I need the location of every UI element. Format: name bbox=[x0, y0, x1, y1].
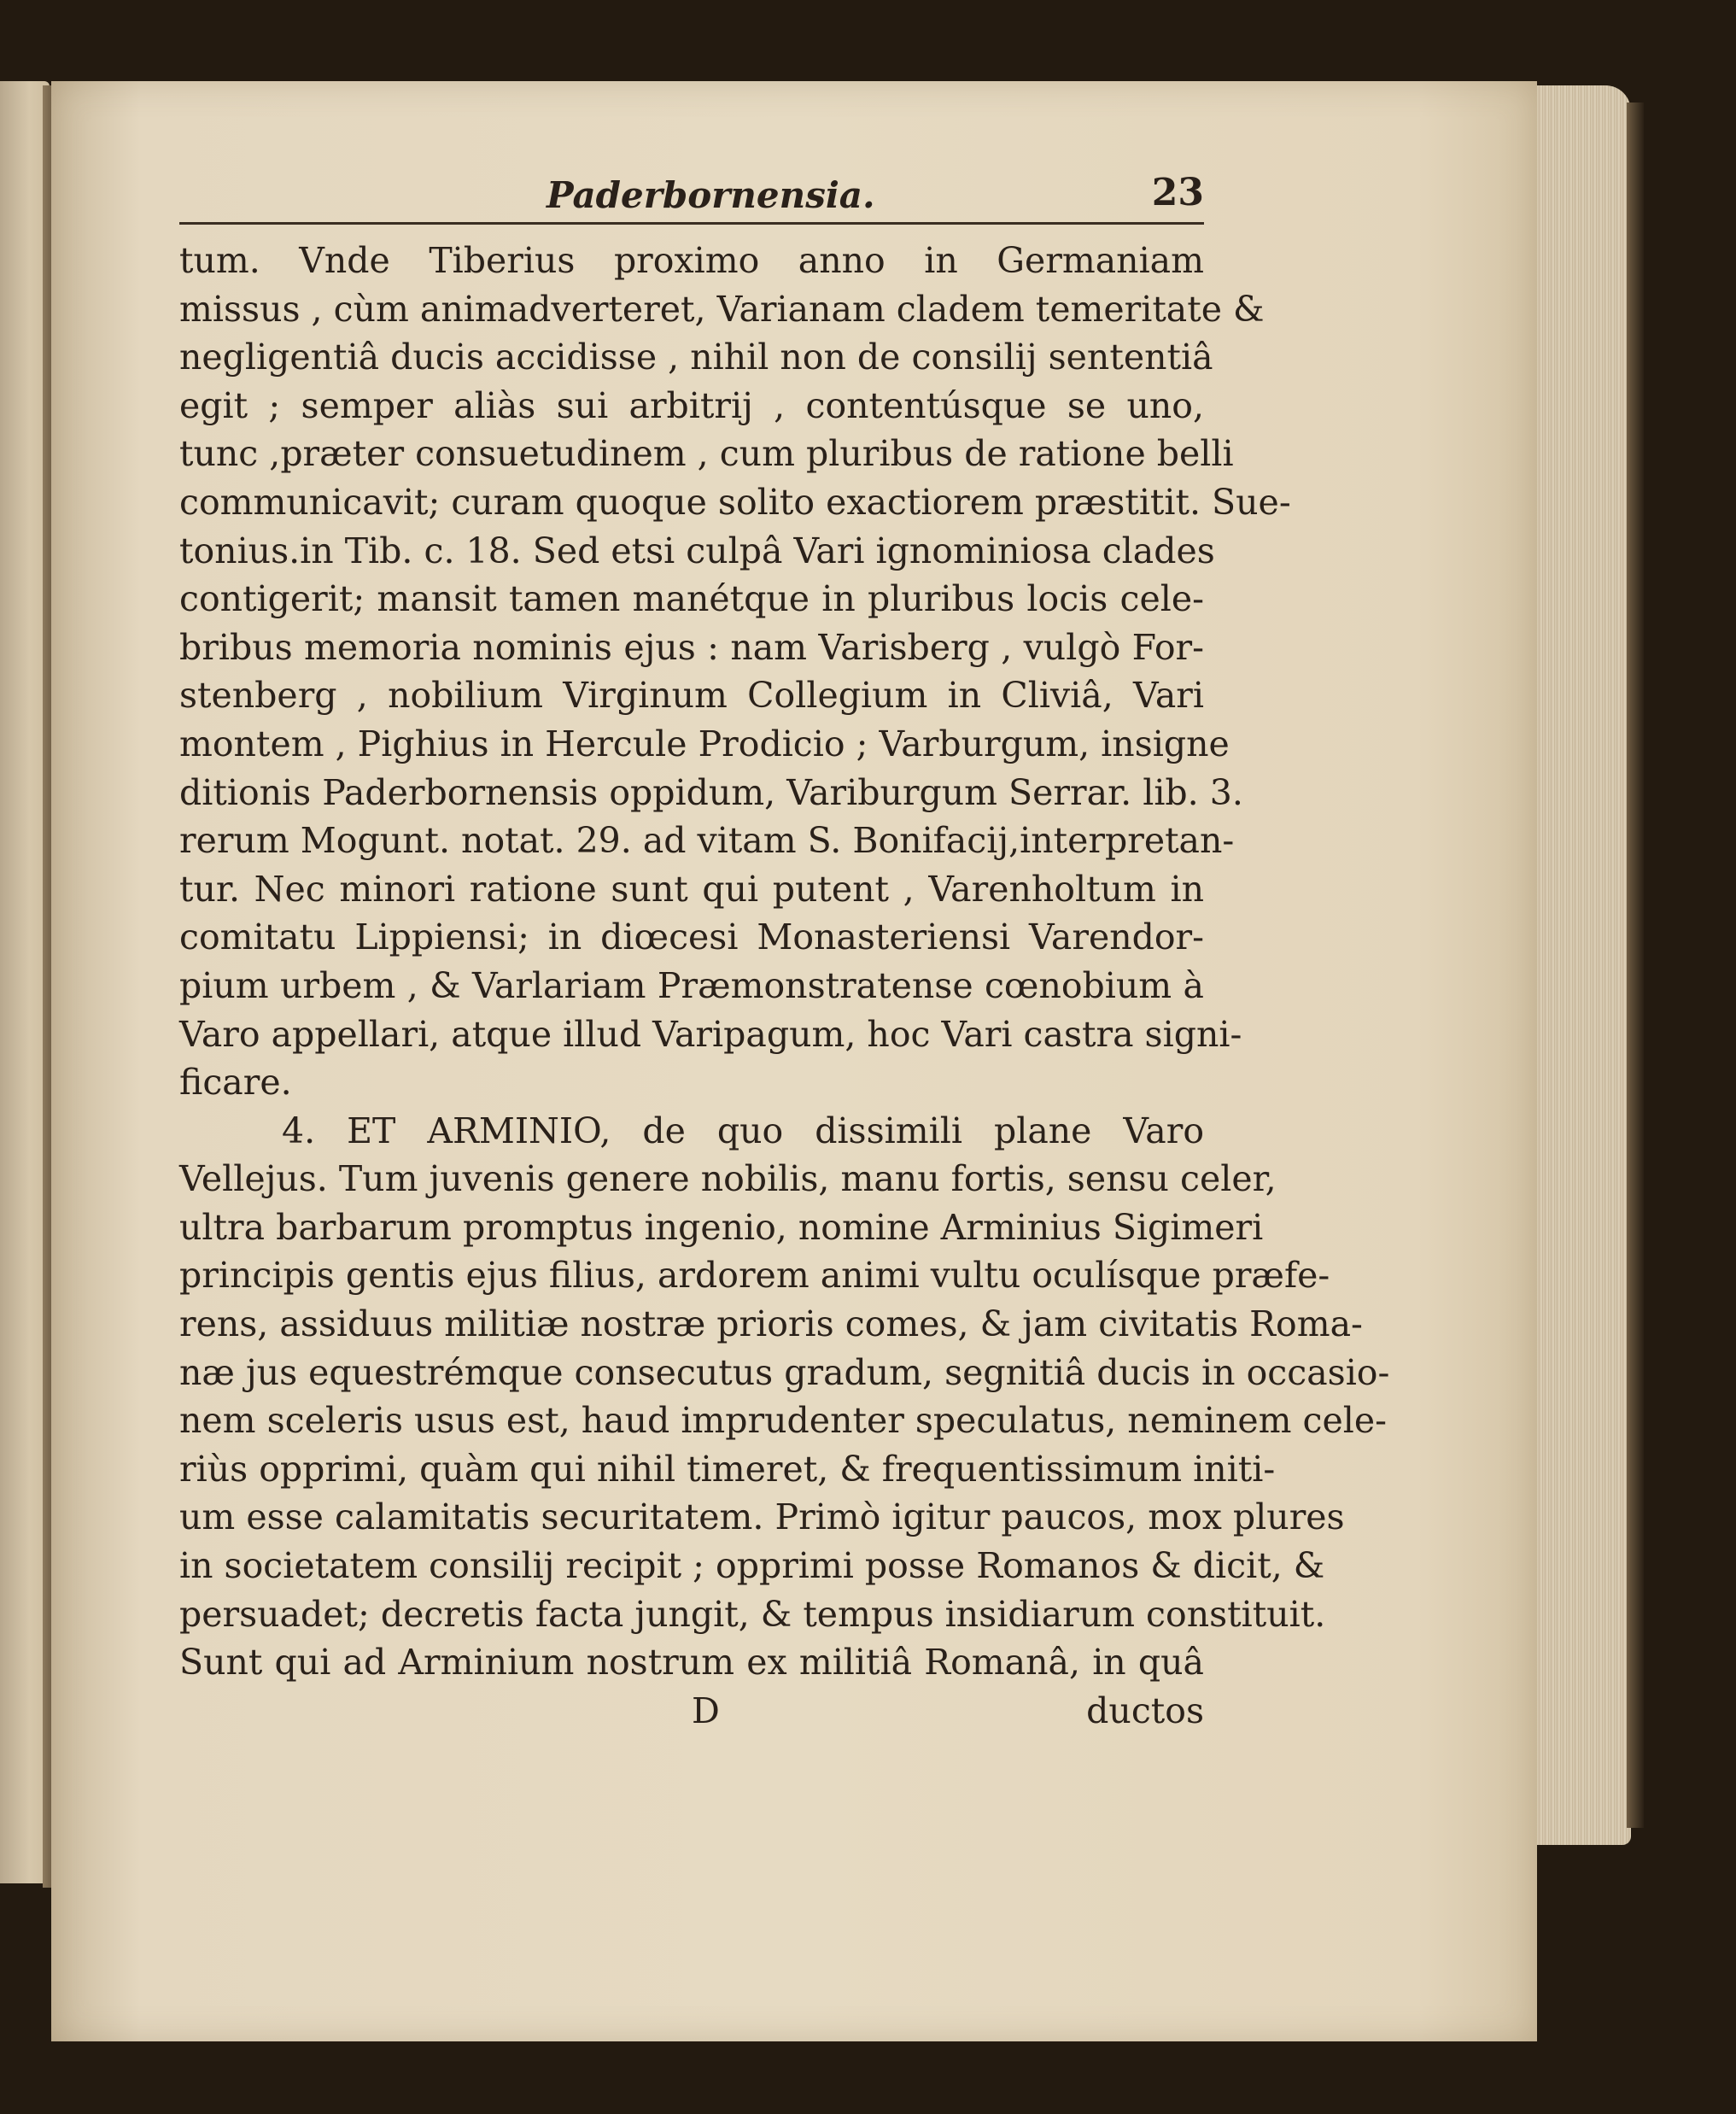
text-line: persuadet; decretis facta jungit, & tempus insidiarum constituit. bbox=[179, 1593, 1326, 1635]
page-text bbox=[179, 171, 1390, 1735]
text-line: Sunt qui ad Arminium nostrum ex militiâ Romanâ, in quâ bbox=[179, 1642, 1204, 1684]
text-line: tunc ,præter consuetudinem , cum pluribus de ratione belli bbox=[179, 433, 1234, 475]
text-line: um esse calamitatis securitatem. Primò igitur paucos, mox plures bbox=[179, 1496, 1345, 1538]
running-head bbox=[179, 171, 1204, 225]
text-line: Vellejus. Tum juvenis genere nobilis, manu fortis, sensu celer, bbox=[179, 1158, 1277, 1200]
text-line: negligentiâ ducis accidisse , nihil non de consilij sententiâ bbox=[179, 337, 1213, 378]
text-line: montem , Pighius in Hercule Prodicio ; Varburgum, insigne bbox=[179, 723, 1230, 764]
text-line: tonius.in Tib. c. 18. Sed etsi culpâ Vari ignominiosa clades bbox=[179, 530, 1215, 571]
running-title: Paderbornensia. bbox=[547, 174, 875, 216]
body-text bbox=[179, 237, 1390, 1687]
text-line: nem sceleris usus est, haud imprudenter speculatus, neminem cele- bbox=[179, 1400, 1387, 1442]
signature-mark: D bbox=[692, 1689, 720, 1731]
text-line: ficare. bbox=[179, 1062, 292, 1104]
text-line: rens, assiduus militiæ nostræ prioris comes, & jam civitatis Roma- bbox=[179, 1303, 1363, 1345]
text-line: ditionis Paderbornensis oppidum, Variburgum Serrar. lib. 3. bbox=[179, 771, 1243, 813]
page-number: 23 bbox=[1151, 171, 1204, 214]
text-line: principis gentis ejus filius, ardorem animi vultu oculísque præfe- bbox=[179, 1255, 1330, 1297]
page-edges-shadow bbox=[1627, 102, 1644, 1828]
text-line: tur. Nec minori ratione sunt qui putent , Varenholtum in bbox=[179, 868, 1204, 910]
text-line: Varo appellari, atque illud Varipagum, hoc Vari castra signi- bbox=[179, 1013, 1242, 1055]
text-line: 4. ET ARMINIO, de quo dissimili plane Varo bbox=[282, 1110, 1204, 1151]
text-line: in societatem consilij recipit ; opprimi posse Romanos & dicit, & bbox=[179, 1545, 1325, 1587]
text-line: næ jus equestrémque consecutus gradum, segnitiâ ducis in occasio- bbox=[179, 1351, 1390, 1393]
text-line: missus , cùm animadverteret, Varianam cladem temeritate & bbox=[179, 288, 1265, 330]
text-line: riùs opprimi, quàm qui nihil timeret, & frequentissimum initi- bbox=[179, 1448, 1276, 1490]
text-line: comitatu Lippiensi; in diœcesi Monasteriensi Varendor- bbox=[179, 916, 1204, 958]
text-line: pium urbem , & Varlariam Præmonstratense cœnobium à bbox=[179, 964, 1204, 1006]
text-line: egit ; semper aliàs sui arbitrij , contentúsque se uno, bbox=[179, 384, 1204, 426]
page-footer bbox=[179, 1687, 1204, 1735]
text-line: rerum Mogunt. notat. 29. ad vitam S. Bonifacij,interpretan- bbox=[179, 820, 1235, 862]
text-line: bribus memoria nominis ejus : nam Varisberg , vulgò For- bbox=[179, 626, 1204, 668]
text-line: contigerit; mansit tamen manétque in pluribus locis cele- bbox=[179, 578, 1204, 620]
text-line: stenberg , nobilium Virginum Collegium in Cliviâ, Vari bbox=[179, 675, 1204, 717]
text-line: communicavit; curam quoque solito exactiorem præstitit. Sue- bbox=[179, 481, 1291, 523]
text-line: tum. Vnde Tiberius proximo anno in Germaniam bbox=[179, 240, 1204, 281]
text-line: ultra barbarum promptus ingenio, nomine Arminius Sigimeri bbox=[179, 1206, 1264, 1248]
catchword: ductos bbox=[1086, 1689, 1204, 1731]
page-edges bbox=[1537, 85, 1631, 1845]
